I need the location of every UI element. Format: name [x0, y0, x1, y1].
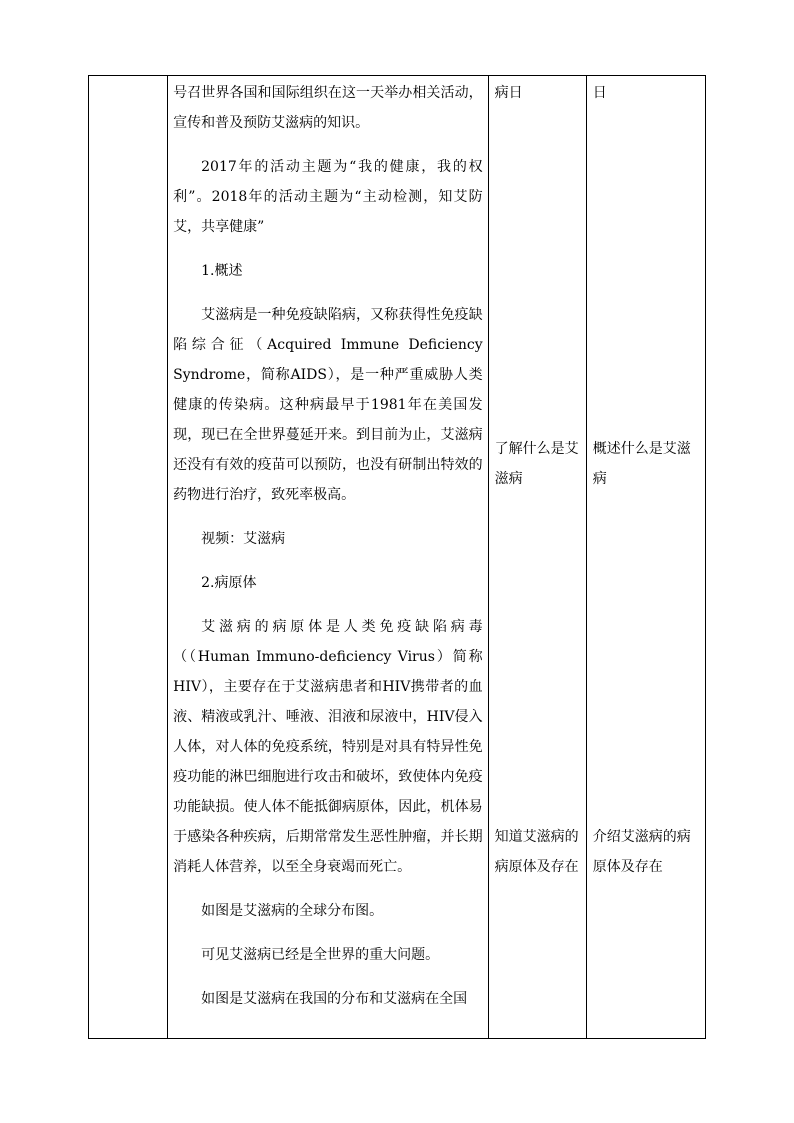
paragraph-2: 2017年的活动主题为“我的健康，我的权利”。2018年的活动主题为“主动检测，知艾防艾，共享健康” [173, 159, 483, 235]
paragraph-overview: 艾滋病是一种免疫缺陷病，又称获得性免疫缺陷综合征（Acquired Immune Deficiency Syndrome，简称AIDS），是一种严重威胁人类健康的传染病。这种病最早于1981年在美国发现，现已在全世界蔓延开来。到目前为止，艾滋病还没有有效的疫苗可以预防，也没有研制出特效的药物进行治疗，致死率极高。 [173, 307, 483, 503]
heading-overview: 1.概述 [201, 263, 243, 279]
intent-item-3: 介绍艾滋病的病原体及存在 [592, 829, 691, 875]
student-activity-cell [488, 76, 586, 1039]
lesson-plan-table [88, 75, 706, 1039]
paragraph-china-distribution: 如图是艾滋病在我国的分布和艾滋病在全国 [201, 991, 468, 1007]
student-item-3: 知道艾滋病的病原体及存在 [494, 829, 579, 875]
paragraph-pathogen: 艾滋病的病原体是人类免疫缺陷病毒（（Human Immuno-deficiency Virus）简称HIV），主要存在于艾滋病患者和HIV携带者的血液、精液或乳汁、唾液、泪液和尿液中，HIV侵入人体，对人体的免疫系统，特别是对具有特异性免疫功能的淋巴细胞进行攻击和破坏，致使体内免疫功能缺损。使人体不能抵御病原体，因此，机体易于感染各种疾病，后期常常发生恶性肿瘤，并长期消耗人体营养，以至全身衰竭而死亡。 [173, 619, 483, 875]
video-label: 视频：艾滋病 [201, 531, 286, 547]
design-intent-cell [586, 76, 705, 1039]
paragraph-1: 号召世界各国和国际组织在这一天举办相关活动，宣传和普及预防艾滋病的知识。 [173, 85, 483, 131]
student-item-1: 病日 [494, 85, 523, 101]
stage-cell [89, 76, 168, 1039]
intent-item-1: 日 [592, 85, 607, 101]
paragraph-world-problem: 可见艾滋病已经是全世界的重大问题。 [201, 947, 440, 963]
teaching-content-cell [168, 76, 489, 1039]
paragraph-global-map: 如图是艾滋病的全球分布图。 [201, 903, 384, 919]
intent-item-2: 概述什么是艾滋病 [592, 441, 691, 487]
student-item-2: 了解什么是艾滋病 [494, 441, 579, 487]
heading-pathogen: 2.病原体 [201, 575, 257, 591]
